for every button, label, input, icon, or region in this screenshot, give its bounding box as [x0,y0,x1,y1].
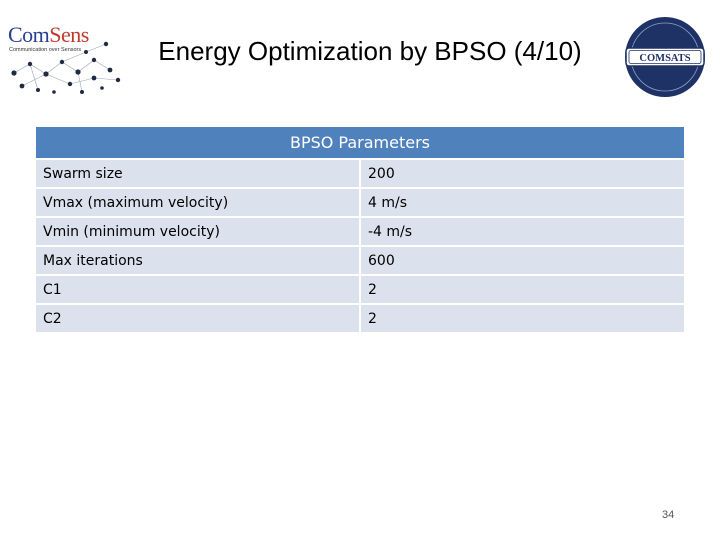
param-value: 2 [361,305,684,334]
brand-sens-text: Sens [49,22,89,47]
brand-com-text: Com [8,22,50,47]
bpso-parameters-table [36,127,684,334]
brand-tagline: Communication over Sensors [9,47,82,53]
comsens-logo [2,18,126,98]
table-row [36,160,684,189]
table-row [36,189,684,218]
table-header-row [36,127,684,160]
brand-name [8,22,89,48]
param-value: -4 m/s [361,218,684,247]
table-header: BPSO Parameters [36,127,684,160]
param-value: 2 [361,276,684,305]
table-row [36,305,684,334]
param-name: C2 [36,305,361,334]
comsats-logo [624,16,706,98]
table-row [36,218,684,247]
slide-title: Energy Optimization by BPSO (4/10) [158,36,582,66]
param-name: C1 [36,276,361,305]
param-value: 4 m/s [361,189,684,218]
param-name: Max iterations [36,247,361,276]
param-value: 200 [361,160,684,189]
table-row [36,276,684,305]
comsats-seal-icon [624,16,706,98]
param-name: Vmin (minimum velocity) [36,218,361,247]
param-name: Swarm size [36,160,361,189]
page-number: 34 [662,509,675,521]
comsats-seal-text: COMSATS [639,53,691,64]
param-name: Vmax (maximum velocity) [36,189,361,218]
table-row [36,247,684,276]
param-value: 600 [361,247,684,276]
